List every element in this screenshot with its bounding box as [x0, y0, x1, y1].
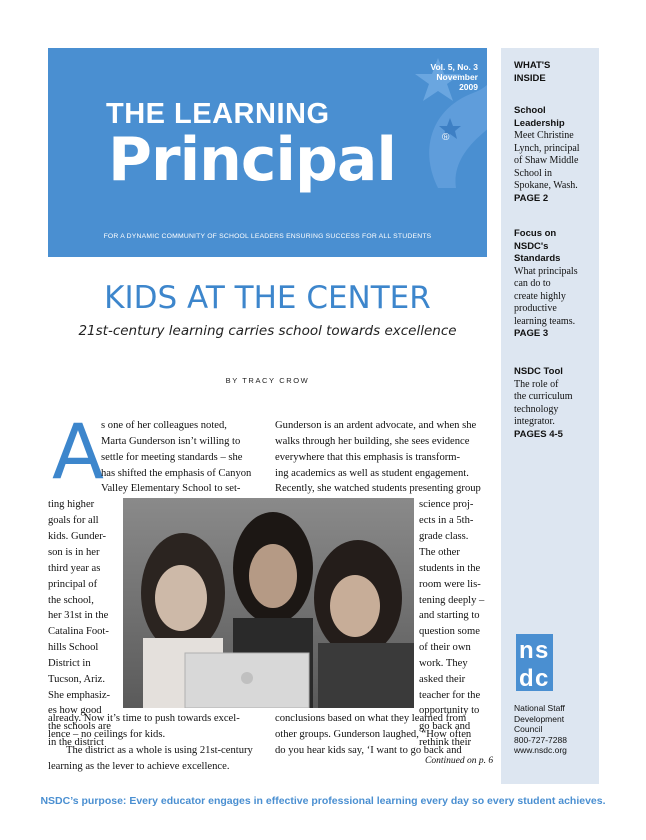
- sidebar-item-text: integrator.: [514, 416, 555, 427]
- body-line: Gunderson is an ardent advocate, and when she: [275, 420, 477, 431]
- logo-letter: s: [535, 637, 549, 664]
- org-website[interactable]: www.nsdc.org: [514, 745, 567, 755]
- sidebar-item-text: Lynch, principal: [514, 142, 580, 154]
- article-subheading: 21st-century learning carries school towards excellence: [78, 323, 457, 339]
- sidebar-item-page: PAGE 2: [514, 192, 549, 204]
- body-line: goals for all: [48, 515, 99, 526]
- drop-cap: A: [52, 407, 104, 496]
- body-line: Recently, she watched students presenting group: [275, 483, 481, 494]
- body-line: s one of her colleagues noted,: [101, 420, 227, 431]
- sidebar-item-text: can do to: [514, 278, 551, 289]
- organization-info: [514, 703, 598, 756]
- sidebar-item-page: PAGE 3: [514, 328, 549, 339]
- org-line: Council: [514, 724, 543, 734]
- body-line: opportunity to: [419, 705, 480, 716]
- volume-number: Vol. 5, No. 3: [430, 62, 478, 72]
- sidebar-title-line: WHAT'S: [514, 60, 551, 71]
- sidebar-item-school-leadership[interactable]: [514, 105, 596, 205]
- sidebar-item-text: technology: [514, 403, 559, 415]
- body-line: other groups. Gunderson laughed, “How often: [275, 729, 472, 740]
- body-line: and starting to: [419, 610, 480, 621]
- footer-purpose-statement: NSDC’s purpose: Every educator engages in effective professional learning every day so every student achieves.: [40, 795, 606, 807]
- sidebar-item-text: School in: [514, 167, 553, 179]
- body-line: The other: [419, 547, 460, 558]
- title-the-learning: THE LEARNING: [106, 98, 330, 130]
- sidebar-title-line: INSIDE: [514, 72, 546, 84]
- body-line: everywhere that this emphasis is transform-: [275, 452, 461, 463]
- sidebar-title: [514, 60, 596, 85]
- article-headline: KIDS AT THE CENTER: [104, 280, 431, 316]
- sidebar-item-page: PAGES 4-5: [514, 428, 563, 440]
- sidebar-item-heading: Leadership: [514, 117, 565, 129]
- body-line: son is in her: [48, 547, 100, 558]
- nsdc-logo: [516, 634, 553, 691]
- body-line: the school,: [48, 595, 94, 606]
- sidebar-item-text: create highly: [514, 290, 566, 302]
- body-line: The district as a whole is using 21st-century: [66, 745, 253, 756]
- whats-inside-sidebar: [501, 48, 599, 784]
- body-line: her 31st in the: [48, 610, 109, 621]
- body-line: principal of: [48, 579, 98, 590]
- body-line: in the district: [48, 737, 104, 748]
- issue-date: November 2009: [436, 72, 478, 92]
- body-line: es how good: [48, 705, 102, 716]
- sidebar-item-text: the curriculum: [514, 391, 573, 402]
- body-line: teacher for the: [419, 690, 481, 701]
- body-line: room were lis-: [419, 579, 481, 590]
- issue-info: [423, 62, 478, 92]
- sidebar-item-text: learning teams.: [514, 315, 576, 327]
- body-line: grade class.: [419, 531, 469, 542]
- body-line: tening deeply –: [419, 595, 485, 606]
- body-line: Valley Elementary School to set-: [101, 483, 241, 494]
- org-line: Development: [514, 713, 565, 724]
- body-line: ting higher: [48, 499, 95, 510]
- body-line: asked their: [419, 674, 466, 685]
- body-line: Catalina Foot-: [48, 626, 109, 637]
- continued-note[interactable]: Continued on p. 6: [425, 756, 494, 766]
- sidebar-item-heading: School: [514, 105, 546, 116]
- registered-mark: ®: [442, 132, 450, 143]
- logo-letter: d: [519, 665, 534, 691]
- sidebar-item-text: The role of: [514, 378, 559, 390]
- sidebar-item-text: productive: [514, 303, 557, 314]
- body-line: lence – no ceilings for kids.: [48, 729, 166, 740]
- body-line: has shifted the emphasis of Canyon: [101, 468, 252, 479]
- sidebar-item-nsdc-tool[interactable]: [514, 366, 596, 441]
- body-line: go back and: [419, 721, 471, 732]
- body-line: students in the: [419, 563, 481, 574]
- sidebar-item-heading: Standards: [514, 253, 561, 264]
- body-line: the schools are: [48, 721, 111, 732]
- title-principal: Principal: [108, 125, 396, 195]
- body-line: District in: [48, 658, 91, 669]
- logo-letter: c: [535, 665, 549, 691]
- sidebar-item-text: of Shaw Middle: [514, 155, 579, 166]
- body-line: Tucson, Ariz.: [48, 674, 105, 685]
- body-line: do you hear kids say, ‘I want to go back and: [275, 745, 462, 756]
- masthead-banner: [48, 48, 487, 257]
- sidebar-item-nsdc-standards[interactable]: [514, 228, 596, 341]
- org-line: National Staff: [514, 703, 565, 713]
- body-line: rethink their: [419, 737, 472, 748]
- body-line: already. Now it’s time to push towards excel-: [48, 713, 240, 724]
- sidebar-item-text: What principals: [514, 265, 578, 277]
- body-line: learning as the lever to achieve excellence.: [48, 761, 230, 772]
- org-phone: 800-727-7288: [514, 734, 567, 745]
- body-line: walks through her building, she sees evidence: [275, 436, 470, 447]
- body-line: question some: [419, 626, 480, 637]
- students-laptop-photo: [123, 498, 414, 708]
- sidebar-item-heading: Focus on: [514, 228, 557, 239]
- body-line: hills School: [48, 642, 99, 653]
- body-line: She emphasiz-: [48, 690, 111, 701]
- body-line: third year as: [48, 563, 101, 574]
- body-line: kids. Gunder-: [48, 531, 107, 542]
- body-line: science proj-: [419, 499, 474, 510]
- sidebar-item-text: Meet Christine: [514, 130, 574, 141]
- body-line: Marta Gunderson isn’t willing to: [101, 436, 241, 447]
- body-line: work. They: [419, 658, 468, 669]
- article-byline: BY TRACY CROW: [225, 376, 310, 385]
- sidebar-item-heading: NSDC Tool: [514, 366, 563, 377]
- body-line: ects in a 5th-: [419, 515, 474, 526]
- logo-letter: n: [519, 637, 534, 664]
- body-line: of their own: [419, 642, 471, 653]
- masthead-tagline: FOR A DYNAMIC COMMUNITY OF SCHOOL LEADERS ENSURING SUCCESS FOR ALL STUDENTS: [103, 233, 432, 240]
- sidebar-item-heading: NSDC's: [514, 240, 549, 252]
- body-line: conclusions based on what they learned from: [275, 713, 467, 724]
- body-line: ing academics as well as student engagement.: [275, 468, 469, 479]
- sidebar-item-text: Spokane, Wash.: [514, 180, 578, 191]
- body-line: settle for meeting standards – she: [101, 452, 243, 463]
